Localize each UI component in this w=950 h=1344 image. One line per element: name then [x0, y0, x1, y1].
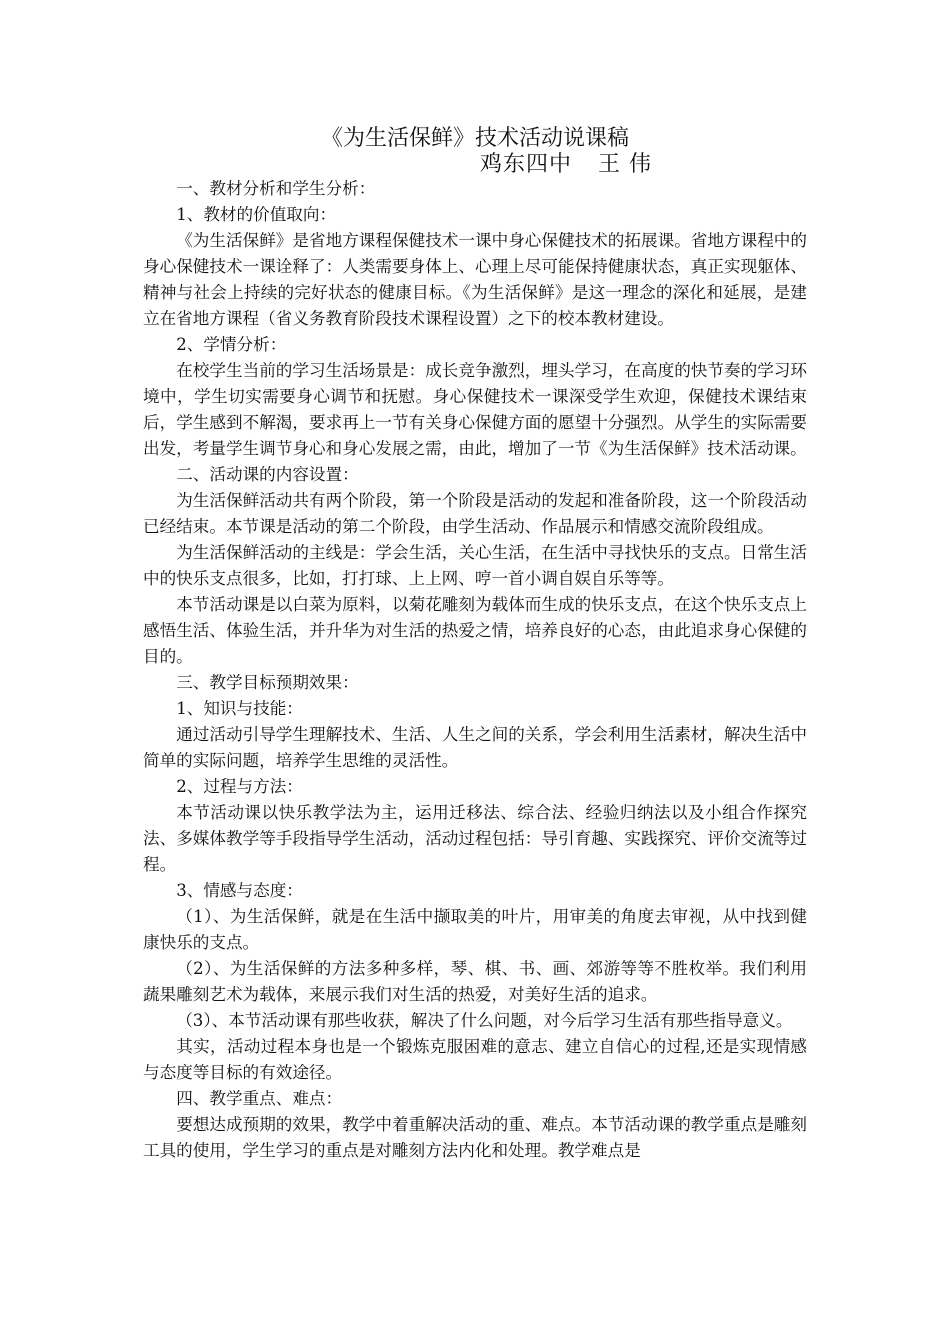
paragraph: （3）、本节活动课有那些收获，解决了什么问题，对今后学习生活有那些指导意义。 [176, 1011, 793, 1030]
paragraph: 本节活动课是以白菜为原料，以菊花雕刻为载体而生成的快乐支点，在这个快乐支点上感悟生活、体验生活，并升华为对生活的热爱之情，培养良好的心态，由此追求身心保健的目的。 [143, 595, 807, 666]
section-heading: 一、教材分析和学生分析： [176, 179, 376, 198]
paragraph: 在校学生当前的学习生活场景是：成长竞争激烈，埋头学习，在高度的快节奏的学习环境中，学生切实需要身心调节和抚慰。身心保健技术一课深受学生欢迎，保健技术课结束后，学生感到不解渴，要求再上一节有关身心保健方面的愿望十分强烈。从学生的实际需要出发，考量学生调节身心和身心发展之需，由此，增加了一节《为生活保鲜》技术活动课。 [143, 361, 807, 458]
subsection-heading: 2、过程与方法： [176, 777, 303, 796]
section-heading: 四、教学重点、难点： [176, 1089, 343, 1108]
subsection-heading: 3、情感与态度： [176, 881, 303, 900]
paragraph: （2）、为生活保鲜的方法多种多样，琴、棋、书、画、郊游等等不胜枚举。我们利用蔬果雕刻艺术为载体，来展示我们对生活的热爱，对美好生活的追求。 [143, 959, 807, 1004]
paragraph: 通过活动引导学生理解技术、生活、人生之间的关系，学会利用生活素材，解决生活中简单的实际问题，培养学生思维的灵活性。 [143, 725, 807, 770]
paragraph: 《为生活保鲜》是省地方课程保健技术一课中身心保健技术的拓展课。省地方课程中的身心保健技术一课诠释了：人类需要身体上、心理上尽可能保持健康状态，真正实现躯体、精神与社会上持续的完好状态的健康目标。《为生活保鲜》是这一理念的深化和延展，是建立在省地方课程（省义务教育阶段技术课程设置）之下的校本教材建设。 [143, 231, 807, 328]
document-body [143, 176, 807, 1164]
paragraph: 要想达成预期的效果，教学中着重解决活动的重、难点。本节活动课的教学重点是雕刻工具的使用，学生学习的重点是对雕刻方法内化和处理。教学难点是 [143, 1115, 807, 1160]
paragraph: （1）、为生活保鲜，就是在生活中撷取美的叶片，用审美的角度去审视，从中找到健康快乐的支点。 [143, 907, 807, 952]
subsection-heading: 1、知识与技能： [176, 699, 303, 718]
author-name: 王 伟 [598, 152, 653, 177]
author-school: 鸡东四中 [480, 152, 573, 177]
paragraph: 为生活保鲜活动的主线是：学会生活，关心生活，在生活中寻找快乐的支点。日常生活中的快乐支点很多，比如，打打球、上上网、哼一首小调自娱自乐等等。 [143, 543, 807, 588]
paragraph: 为生活保鲜活动共有两个阶段，第一个阶段是活动的发起和准备阶段，这一个阶段活动已经结束。本节课是活动的第二个阶段，由学生活动、作品展示和情感交流阶段组成。 [143, 491, 807, 536]
paragraph: 其实，活动过程本身也是一个锻炼克服困难的意志、建立自信心的过程,还是实现情感与态度等目标的有效途径。 [143, 1037, 807, 1082]
document-title: 《为生活保鲜》技术活动说课稿 [320, 126, 629, 151]
subsection-heading: 2、学情分析： [176, 335, 287, 354]
section-heading: 三、教学目标预期效果： [176, 673, 359, 692]
paragraph: 本节活动课以快乐教学法为主，运用迁移法、综合法、经验归纳法以及小组合作探究法、多媒体教学等手段指导学生活动，活动过程包括：导引育趣、实践探究、评价交流等过程。 [143, 803, 807, 874]
section-heading: 二、活动课的内容设置： [176, 465, 359, 484]
subsection-heading: 1、教材的价值取向： [176, 205, 337, 224]
